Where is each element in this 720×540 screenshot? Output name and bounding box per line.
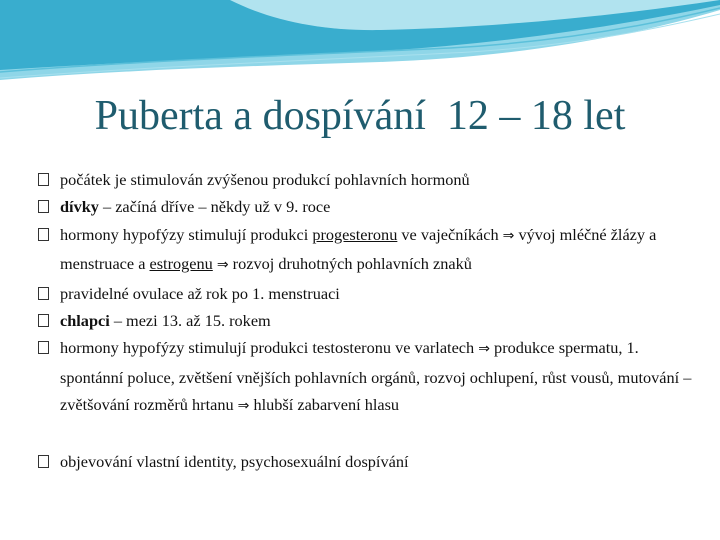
checkbox-bullet-icon xyxy=(38,287,49,300)
list-item: počátek je stimulován zvýšenou produkcí pohlavních hormonů xyxy=(38,166,703,193)
checkbox-bullet-icon xyxy=(38,455,49,468)
list-item: dívky – začíná dříve – někdy už v 9. roce xyxy=(38,193,703,220)
list-item: objevování vlastní identity, psychosexuální dospívání xyxy=(38,448,703,475)
list-item: hormony hypofýzy stimulují produkci progesteronu ve vaječníkách ⇒ vývoj mléčné žlázy a menstruace a estrogenu ⇒ rozvoj druhotných pohlavních znaků xyxy=(38,221,703,280)
checkbox-bullet-icon xyxy=(38,173,49,186)
checkbox-bullet-icon xyxy=(38,228,49,241)
header-wave-decoration xyxy=(0,0,720,95)
bullet-list xyxy=(38,166,703,475)
implies-arrow-icon: ⇒ xyxy=(478,341,490,358)
list-item: pravidelné ovulace až rok po 1. menstruaci xyxy=(38,280,703,307)
implies-arrow-icon: ⇒ xyxy=(237,398,250,415)
checkbox-bullet-icon xyxy=(38,200,49,213)
implies-arrow-icon: ⇒ xyxy=(216,257,229,274)
implies-arrow-icon: ⇒ xyxy=(502,227,515,244)
checkbox-bullet-icon xyxy=(38,314,49,327)
list-item: hormony hypofýzy stimulují produkci testosteronu ve varlatech ⇒ produkce spermatu, 1. spontánní poluce, zvětšení vnějších pohlavních orgánů, rozvoj ochlupení, růst vousů, mutování – zvětšování rozměrů hrtanu ⇒ hlubší zabarvení hlasu xyxy=(38,334,703,420)
checkbox-bullet-icon xyxy=(38,341,49,354)
list-item: chlapci – mezi 13. až 15. rokem xyxy=(38,307,703,334)
slide-title: Puberta a dospívání 12 – 18 let xyxy=(94,93,626,139)
